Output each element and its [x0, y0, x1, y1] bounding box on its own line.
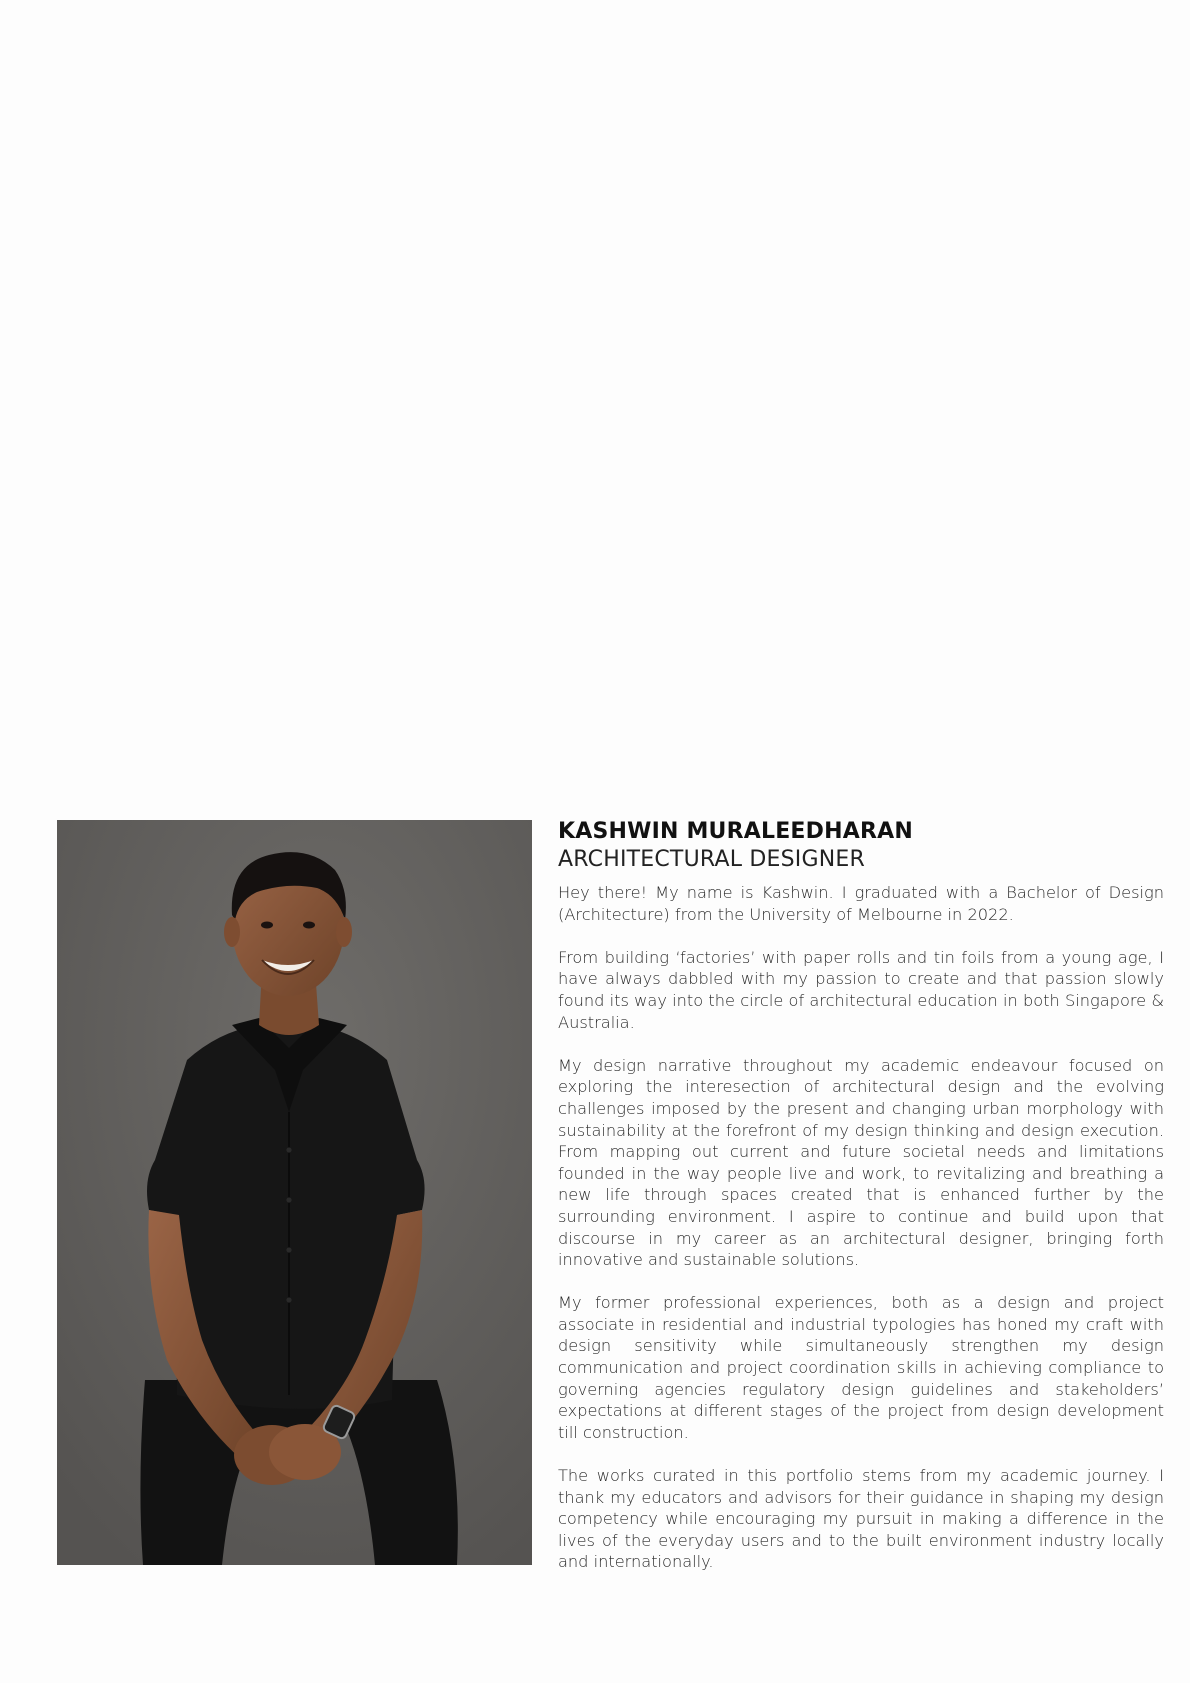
bio-section [558, 818, 1164, 1595]
bio-paragraph-portfolio: The works curated in this portfolio stems from my academic journey. I thank my educators and advisors for their guidance in shaping my design competency while encouraging my pursuit in making a difference in the lives of the everyday users and to the built environment industry locally and internationally. [558, 1466, 1164, 1572]
bio-paragraph-intro: Hey there! My name is Kashwin. I graduated with a Bachelor of Design (Architecture) from the University of Melbourne in 2022. [558, 883, 1164, 924]
portrait-photo [57, 820, 532, 1565]
designer-name: KASHWIN MURALEEDHARAN [558, 819, 913, 844]
bio-paragraph-experience: My former professional experiences, both as a design and project associate in residential and industrial typologies has honed my craft with design sensitivity while simultaneously strengthen my design communication and project coordination skills in achieving compliance to governing agencies regulatory design guidelines and stakeholders’ expectations at different stages of the project from design development till construction. [558, 1293, 1164, 1442]
bio-paragraph-background: From building ‘factories’ with paper rolls and tin foils from a young age, I have always dabbled with my passion to create and that passion slowly found its way into the circle of architectural education in both Singapore & Australia. [558, 947, 1164, 1032]
designer-role: ARCHITECTURAL DESIGNER [558, 847, 865, 872]
bio-paragraph-design-narrative: My design narrative throughout my academic endeavour focused on exploring the interesection of architectural design and the evolving challenges imposed by the present and changing urban morphology with sustainability at the forefront of my design thinking and design execution. From mapping out current and future societal needs and limitations founded in the way people live and work, to revitalizing and breathing a new life through spaces created that is enhanced further by the surrounding environment. I aspire to continue and build upon that discourse in my career as an architectural designer, bringing forth innovative and sustainable solutions. [558, 1055, 1164, 1270]
portrait-illustration [57, 820, 532, 1565]
